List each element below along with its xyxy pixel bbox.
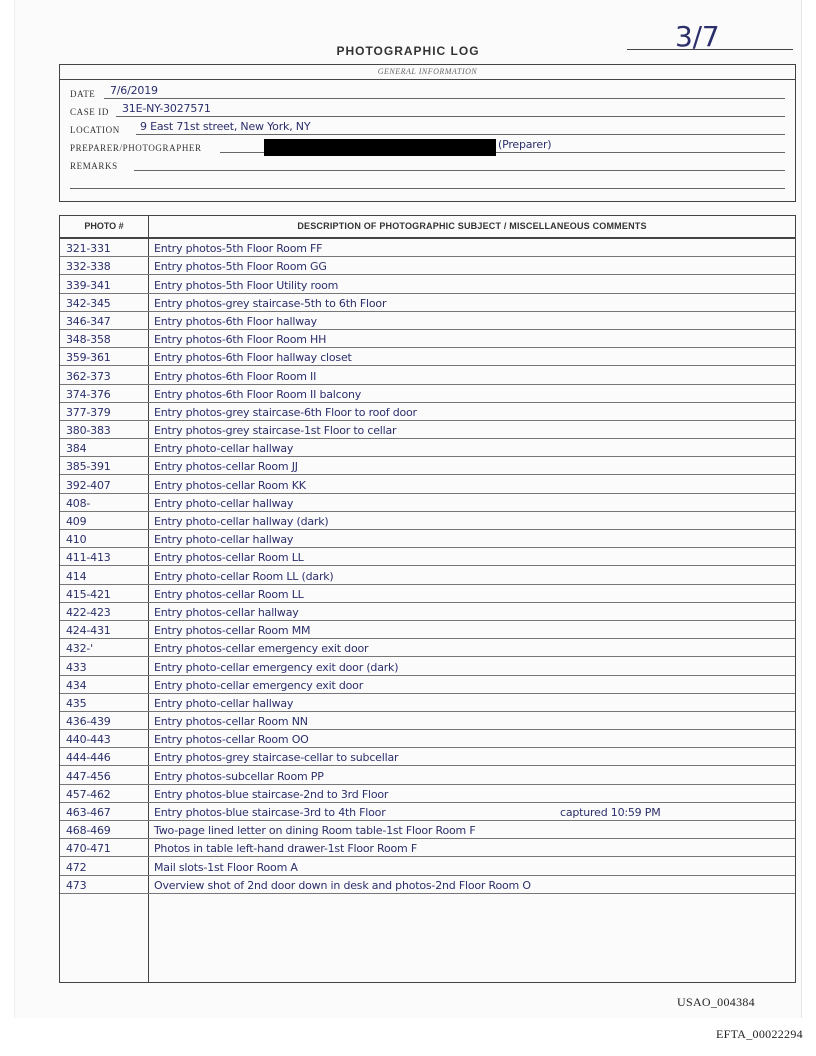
date-row: [70, 83, 785, 101]
remarks-row-2: [70, 173, 785, 191]
description-cell: Entry photo-cellar hallway: [154, 442, 294, 456]
table-row: [60, 876, 795, 894]
description-cell: Entry photos-blue staircase-2nd to 3rd Floor: [154, 787, 389, 801]
header-photo-number: PHOTO #: [60, 216, 149, 237]
description-cell: Entry photos-cellar emergency exit door: [154, 642, 369, 656]
table-row: [60, 385, 795, 403]
photo-number-cell: 348-358: [66, 333, 111, 347]
table-row: [60, 312, 795, 330]
description-cell: Entry photo-cellar hallway (dark): [154, 515, 329, 528]
description-cell: Entry photo-cellar hallway: [154, 533, 294, 547]
description-cell: Entry photos-6th Floor hallway: [154, 314, 317, 328]
table-row: [60, 475, 795, 493]
preparer-label: PREPARER/PHOTOGRAPHER: [70, 143, 202, 153]
table-row: [60, 803, 795, 821]
description-cell: Entry photos-6th Floor Room II: [154, 369, 317, 383]
photo-number-cell: 422-423: [66, 605, 111, 619]
general-information-heading: GENERAL INFORMATION: [60, 65, 795, 80]
photo-number-cell: 470-471: [66, 842, 111, 856]
table-row: [60, 857, 795, 875]
photo-number-cell: 440-443: [66, 733, 111, 747]
description-cell: Entry photos-5th Floor Room GG: [154, 260, 327, 274]
photo-number-cell: 342-345: [66, 296, 111, 310]
bates-number-efta: EFTA_00022294: [716, 1027, 803, 1041]
table-row: [60, 821, 795, 839]
table-row: [60, 366, 795, 384]
photo-number-cell: 362-373: [66, 369, 111, 383]
photo-number-cell: 415-421: [66, 587, 111, 601]
photo-number-cell: 374-376: [66, 387, 111, 401]
description-cell: Entry photos-blue staircase-3rd to 4th Floor: [154, 806, 386, 819]
table-row: [60, 657, 795, 675]
description-cell: Entry photos-grey staircase-5th to 6th Floor: [154, 296, 387, 310]
description-cell: Entry photo-cellar Room LL (dark): [154, 569, 334, 583]
photo-number-cell: 436-439: [66, 715, 111, 729]
description-cell: Entry photos-6th Floor Room II balcony: [154, 387, 362, 401]
location-row: [70, 119, 785, 137]
description-cell: Entry photos-grey staircase-6th Floor to roof door: [154, 405, 417, 419]
table-row: [60, 330, 795, 348]
table-row: [60, 712, 795, 730]
description-cell: Entry photos-cellar Room NN: [154, 715, 308, 729]
table-row: [60, 512, 795, 530]
table-row: [60, 766, 795, 784]
description-cell: Entry photos-cellar Room LL: [154, 587, 304, 601]
page-number: 3/7: [675, 20, 720, 53]
photo-number-cell: 468-469: [66, 824, 111, 838]
date-value: 7/6/2019: [110, 84, 158, 97]
table-row: [60, 748, 795, 766]
photo-number-cell: 444-446: [66, 751, 111, 765]
photo-number-cell: 424-431: [66, 624, 111, 638]
photo-number-cell: 385-391: [66, 460, 111, 474]
table-header: [60, 216, 795, 239]
table-row: [60, 403, 795, 421]
header-description: DESCRIPTION OF PHOTOGRAPHIC SUBJECT / MISCELLANEOUS COMMENTS: [297, 221, 647, 231]
table-row: [60, 294, 795, 312]
table-row: [60, 585, 795, 603]
table-row: [60, 639, 795, 657]
description-cell: Entry photos-5th Floor Room FF: [154, 242, 323, 256]
photo-number-cell: 463-467: [66, 806, 111, 819]
log-title: PHOTOGRAPHIC LOG: [336, 44, 480, 58]
photo-number-cell: 321-331: [66, 242, 111, 256]
redaction-block: [264, 139, 496, 156]
table-row: [60, 621, 795, 639]
description-cell: Mail slots-1st Floor Room A: [154, 860, 298, 874]
case-id-value: 31E-NY-3027571: [122, 102, 211, 115]
case-id-label: CASE ID: [70, 107, 109, 117]
table-row: [60, 257, 795, 275]
case-id-row: [70, 101, 785, 119]
description-cell: Entry photos-subcellar Room PP: [154, 769, 324, 783]
photo-number-cell: 409: [66, 515, 87, 528]
table-row: [60, 566, 795, 584]
photo-number-cell: 473: [66, 878, 87, 892]
description-cell: Entry photos-cellar Room OO: [154, 733, 309, 747]
table-row: [60, 421, 795, 439]
photo-number-cell: 377-379: [66, 405, 111, 419]
table-row: [60, 548, 795, 566]
photo-number-cell: 339-341: [66, 278, 111, 292]
photo-number-cell: 410: [66, 533, 87, 547]
table-body: [60, 239, 795, 894]
photo-number-cell: 346-347: [66, 314, 111, 328]
photo-number-cell: 380-383: [66, 424, 111, 438]
photo-number-cell: 408-: [66, 496, 91, 510]
preparer-suffix: (Preparer): [498, 138, 552, 151]
bates-number-usao: USAO_004384: [677, 995, 755, 1009]
table-row: [60, 603, 795, 621]
photo-number-cell: 411-413: [66, 551, 111, 565]
description-cell: Entry photos-cellar Room LL: [154, 551, 304, 565]
photo-number-cell: 384: [66, 442, 87, 456]
capture-time-note: captured 10:59 PM: [560, 806, 661, 819]
location-value: 9 East 71st street, New York, NY: [140, 120, 311, 133]
table-row: [60, 348, 795, 366]
photo-number-cell: 359-361: [66, 351, 111, 365]
table-row: [60, 275, 795, 293]
description-cell: Entry photos-cellar Room KK: [154, 478, 306, 492]
table-row: [60, 239, 795, 257]
photo-number-cell: 414: [66, 569, 87, 583]
photo-log-table: [59, 215, 796, 983]
table-row: [60, 694, 795, 712]
preparer-row: [70, 137, 785, 155]
description-cell: Entry photo-cellar emergency exit door (dark): [154, 660, 399, 674]
table-row: [60, 494, 795, 512]
description-cell: Entry photo-cellar emergency exit door: [154, 678, 364, 692]
table-row: [60, 785, 795, 803]
description-cell: Entry photos-grey staircase-cellar to subcellar: [154, 751, 399, 765]
table-row: [60, 839, 795, 857]
description-cell: Photos in table left-hand drawer-1st Floor Room F: [154, 842, 417, 856]
table-row: [60, 439, 795, 457]
document-page: [14, 0, 802, 1018]
table-row: [60, 530, 795, 548]
description-cell: Entry photos-6th Floor hallway closet: [154, 351, 352, 365]
description-cell: Entry photo-cellar hallway: [154, 496, 294, 510]
photo-number-cell: 332-338: [66, 260, 111, 274]
photo-number-cell: 472: [66, 860, 87, 874]
description-cell: Entry photos-cellar hallway: [154, 605, 299, 619]
photo-number-cell: 457-462: [66, 787, 111, 801]
description-cell: Entry photos-6th Floor Room HH: [154, 333, 327, 347]
remarks-label: REMARKS: [70, 161, 118, 171]
description-cell: Entry photo-cellar hallway: [154, 696, 294, 710]
table-row: [60, 457, 795, 475]
description-cell: Overview shot of 2nd door down in desk and photos-2nd Floor Room O: [154, 878, 531, 892]
table-row: [60, 676, 795, 694]
description-cell: Two-page lined letter on dining Room table-1st Floor Room F: [154, 824, 476, 838]
photo-number-cell: 432-': [66, 642, 93, 656]
description-cell: Entry photos-cellar Room JJ: [154, 460, 298, 474]
table-row: [60, 730, 795, 748]
date-label: DATE: [70, 89, 96, 99]
description-cell: Entry photos-5th Floor Utility room: [154, 278, 339, 292]
photo-number-cell: 392-407: [66, 478, 111, 492]
remarks-row: [70, 155, 785, 173]
description-cell: Entry photos-cellar Room MM: [154, 624, 311, 638]
photo-number-cell: 434: [66, 678, 87, 692]
general-information-box: [59, 64, 796, 202]
photo-number-cell: 433: [66, 660, 87, 674]
photo-number-cell: 435: [66, 696, 87, 710]
location-label: LOCATION: [70, 125, 120, 135]
description-cell: Entry photos-grey staircase-1st Floor to cellar: [154, 424, 397, 438]
photo-number-cell: 447-456: [66, 769, 111, 783]
